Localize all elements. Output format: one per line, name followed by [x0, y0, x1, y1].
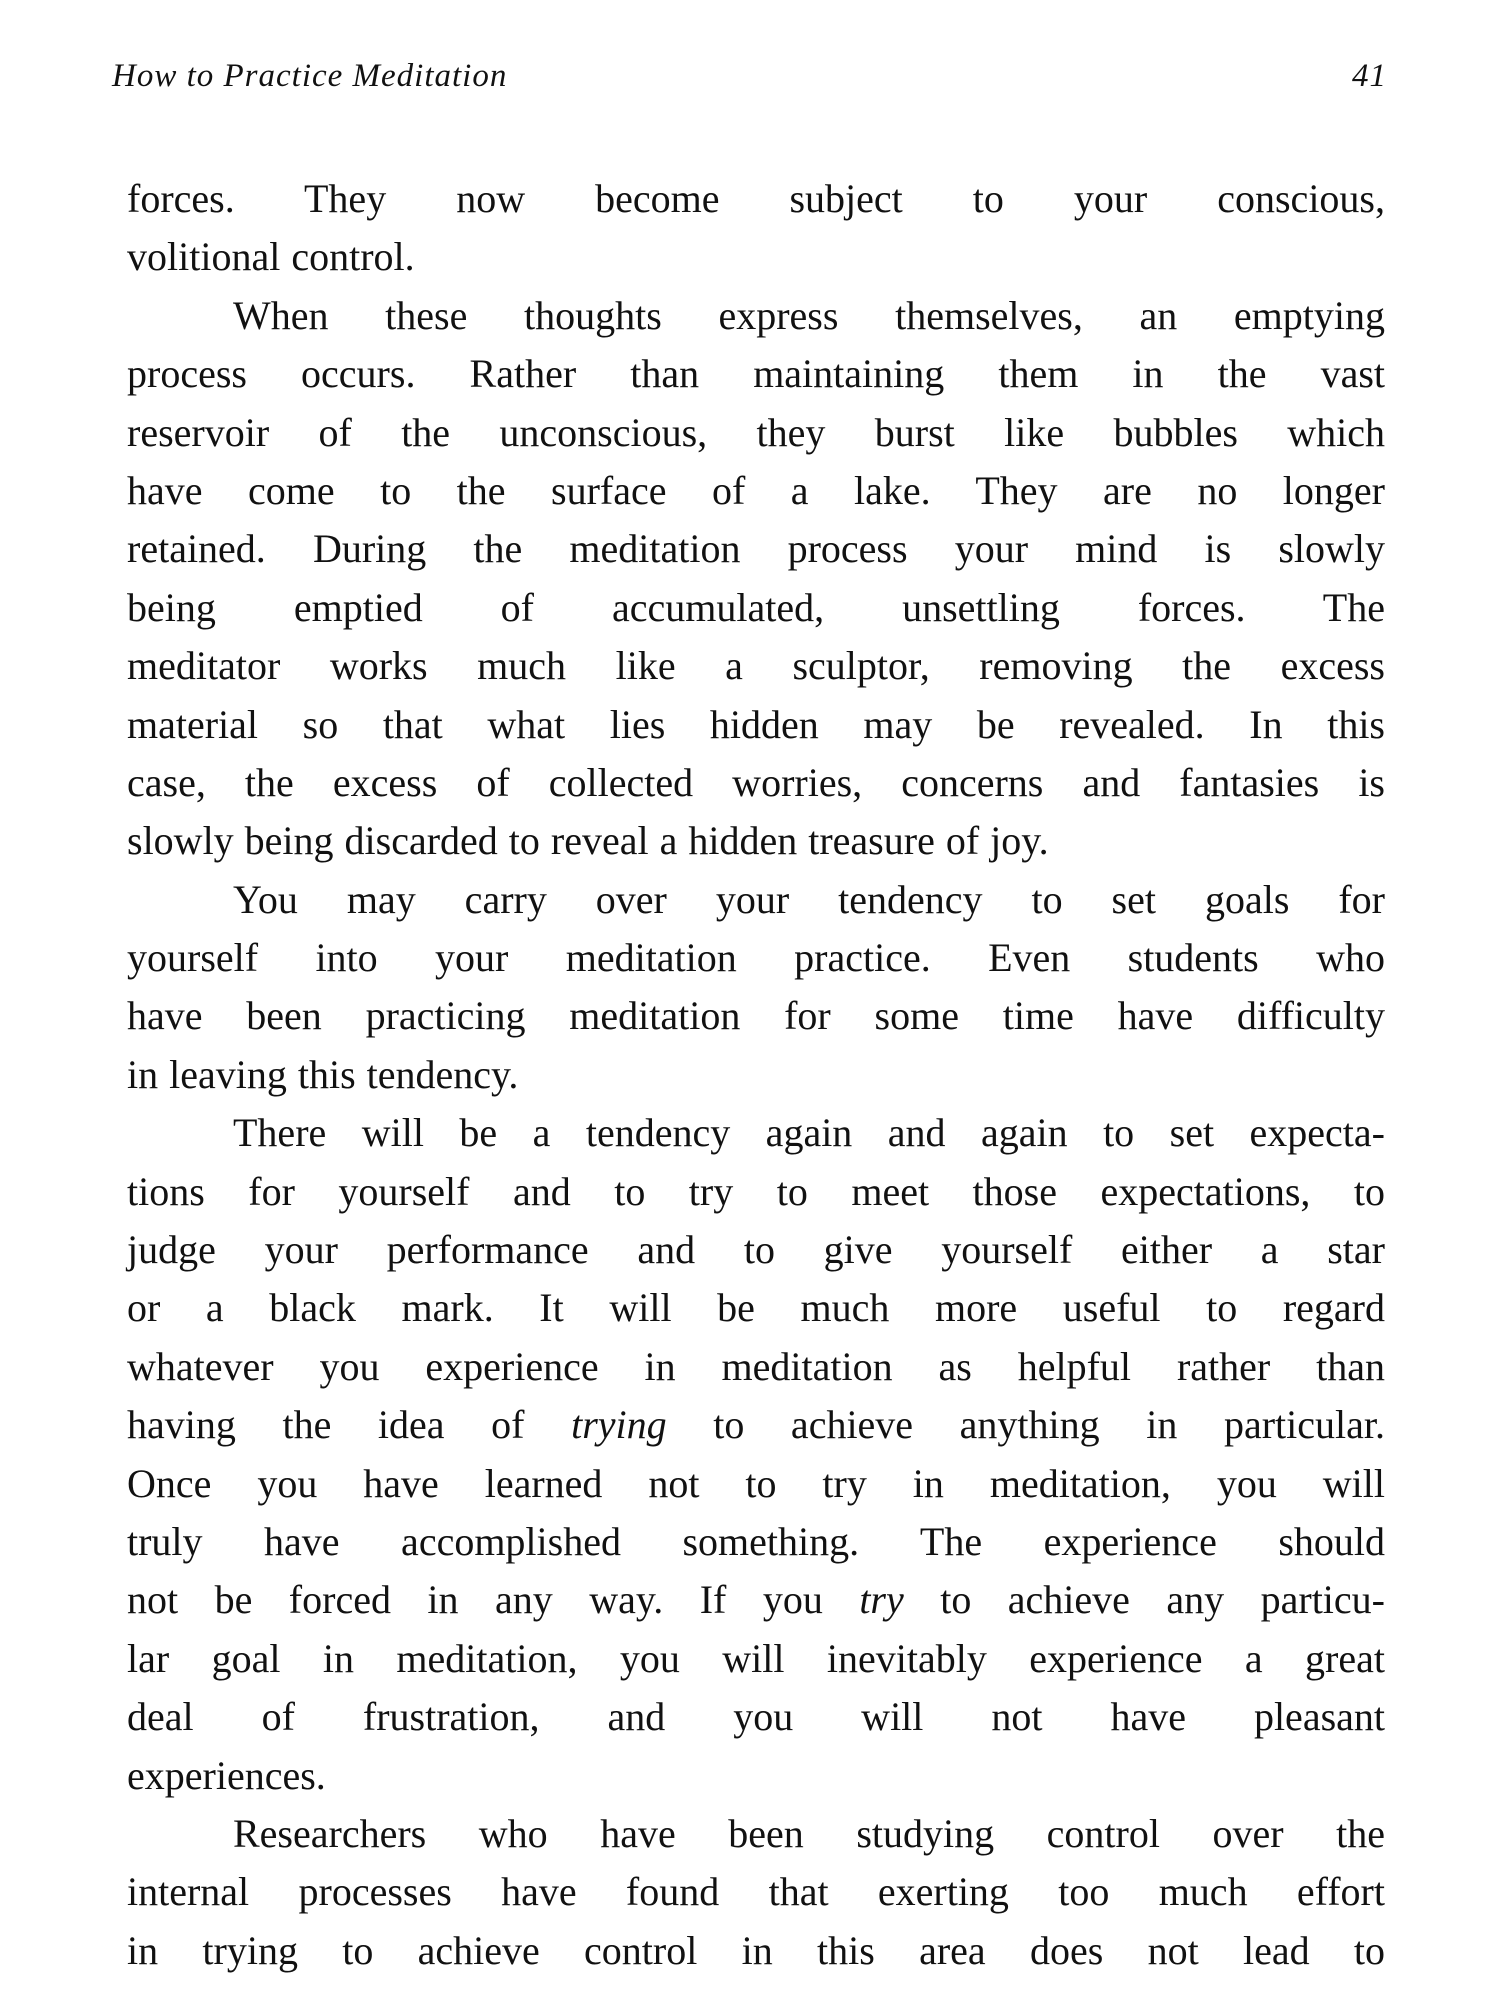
text-line: or a black mark. It will be much more useful to regard: [127, 1285, 1385, 1331]
running-title: How to Practice Meditation: [112, 58, 508, 94]
body-text: [127, 170, 1385, 1980]
text-line: volitional control.: [127, 234, 415, 280]
text-line: [127, 1571, 1385, 1629]
text-line: [127, 1396, 1385, 1454]
text-line: There will be a tendency again and again to set expecta-: [233, 1110, 1385, 1156]
text-line: forces. They now become subject to your conscious,: [127, 176, 1385, 221]
emphasized-word: trying: [571, 1402, 667, 1448]
text-line: case, the excess of collected worries, concerns and fantasies is: [127, 759, 1385, 805]
text-line: internal processes have found that exerting too much effort: [127, 1869, 1385, 1915]
text-line: lar goal in meditation, you will inevitably experience a great: [127, 1635, 1385, 1681]
text-line: slowly being discarded to reveal a hidden treasure of joy.: [127, 818, 1049, 864]
emphasized-word: try: [859, 1577, 904, 1623]
text-line: Once you have learned not to try in meditation, you will: [127, 1460, 1385, 1506]
page-number: 41: [1352, 58, 1387, 94]
text-line: have come to the surface of a lake. They are no longer: [127, 467, 1385, 513]
running-head: [112, 58, 1387, 108]
text-line: whatever you experience in meditation as helpful rather than: [127, 1343, 1385, 1389]
text-line: tions for yourself and to try to meet those expectations, to: [127, 1168, 1385, 1214]
text-line: in leaving this tendency.: [127, 1051, 519, 1097]
text-line: When these thoughts express themselves, an emptying: [233, 292, 1385, 338]
text-line: reservoir of the unconscious, they burst like bubbles which: [127, 409, 1385, 455]
text-line: being emptied of accumulated, unsettling forces. The: [127, 584, 1385, 630]
text-line: material so that what lies hidden may be revealed. In this: [127, 701, 1385, 747]
text-line: You may carry over your tendency to set goals for: [233, 876, 1385, 922]
text-line: experiences.: [127, 1752, 326, 1798]
text-line: retained. During the meditation process your mind is slowly: [127, 526, 1385, 572]
text-segment: not be forced in any way. If you: [127, 1577, 860, 1623]
text-segment: having the idea of: [127, 1402, 572, 1448]
text-line: yourself into your meditation practice. Even students who: [127, 935, 1385, 981]
text-line: meditator works much like a sculptor, removing the excess: [127, 643, 1385, 689]
text-line: deal of frustration, and you will not have pleasant: [127, 1694, 1385, 1740]
text-line: in trying to achieve control in this area does not lead to: [127, 1927, 1385, 1973]
text-line: Researchers who have been studying control over the: [233, 1810, 1385, 1856]
text-segment: to achieve any particu-: [903, 1577, 1385, 1623]
text-line: judge your performance and to give yourself either a star: [127, 1227, 1385, 1273]
text-segment: to achieve anything in particular.: [666, 1402, 1385, 1448]
text-line: truly have accomplished something. The experience should: [127, 1518, 1385, 1564]
text-line: process occurs. Rather than maintaining them in the vast: [127, 351, 1385, 397]
text-line: have been practicing meditation for some time have difficulty: [127, 993, 1385, 1039]
